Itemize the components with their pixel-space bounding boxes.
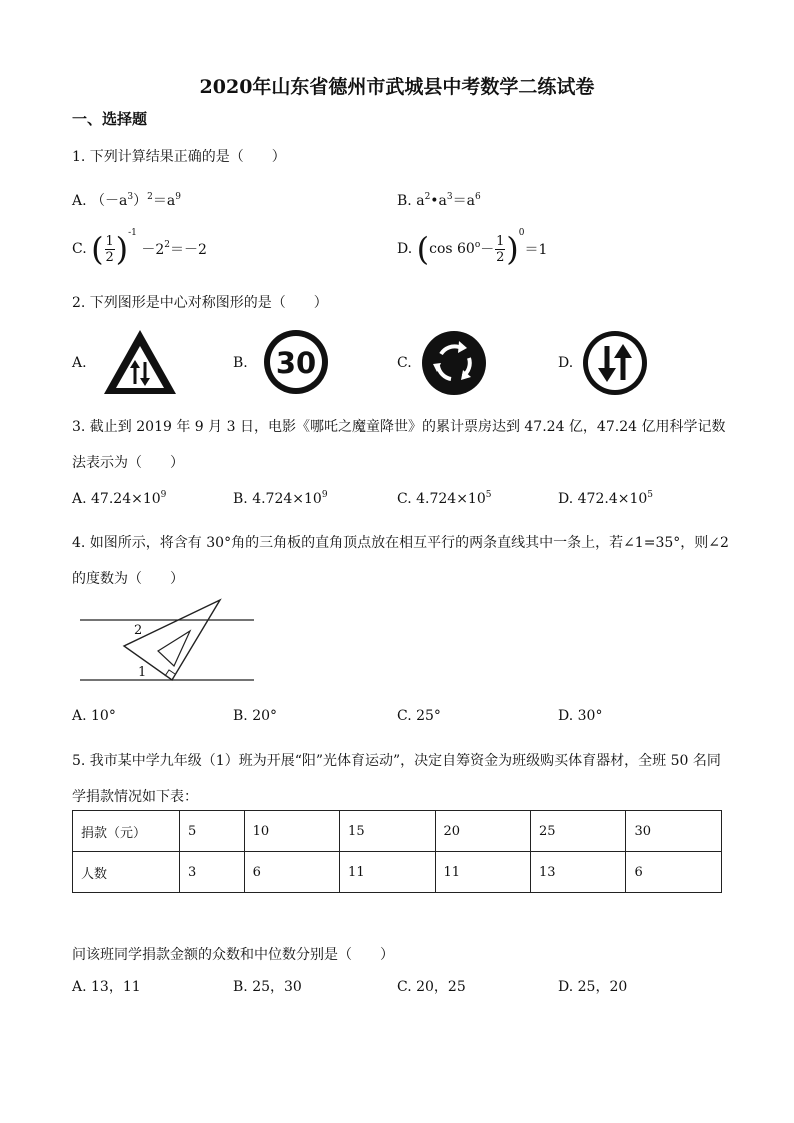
- q1-stem: 1. 下列计算结果正确的是（ ）: [72, 149, 286, 165]
- q5-option-b: B. 25，30: [233, 979, 302, 995]
- q3-option-a: A. $47.24\times 10^9$: [72, 490, 167, 507]
- table-cell: 30: [626, 811, 722, 852]
- svg-text:30: 30: [275, 346, 317, 380]
- q5-stem-line1: 5. 我市某中学九年级（1）班为开展“阳”光体育运动”，决定自筹资金为班级购买体育器材，全班 50 名同: [72, 753, 721, 769]
- q5-stem-line2: 学捐款情况如下表：: [72, 789, 198, 805]
- q2-option-a-label: A.: [72, 355, 87, 371]
- table-cell: 6: [626, 852, 722, 893]
- table-cell: 3: [180, 852, 245, 893]
- table-cell: 15: [340, 811, 435, 852]
- table-cell: 5: [180, 811, 245, 852]
- q1-option-c: C. ( $\frac{1}{2}$ )$^{-1} -2^2=-2$: [72, 228, 207, 268]
- table-cell: 13: [530, 852, 625, 893]
- q3-option-b: B. $4.724\times 10^9$: [233, 490, 328, 507]
- section-heading: 一、选择题: [72, 110, 148, 128]
- q1-option-b: B. $a^2•a^3=a^6$: [397, 192, 481, 209]
- table-cell: 11: [435, 852, 530, 893]
- q2-stem: 2. 下列图形是中心对称图形的是（ ）: [72, 295, 328, 311]
- q3-stem-line2: 法表示为（ ）: [72, 455, 184, 471]
- q2-option-d-label: D.: [558, 355, 574, 371]
- q4-option-c: C. 25°: [397, 708, 441, 724]
- table-cell: 6: [244, 852, 339, 893]
- q5-question: 问该班同学捐款金额的众数和中位数分别是（ ）: [72, 947, 394, 963]
- roundabout-sign-icon: [421, 330, 487, 396]
- angle-2-label: 2: [134, 623, 143, 638]
- q1-option-d: D. (cos $60^o-$ $\frac{1}{2}$ )$^0$＝1: [397, 228, 548, 268]
- q2-option-b-label: B.: [233, 355, 248, 371]
- table-cell: 25: [530, 811, 625, 852]
- q4-option-a: A. 10°: [72, 708, 116, 724]
- q3-stem-line1: 3. 截止到 2019 年 9 月 3 日，电影《哪吒之魔童降世》的累计票房达到 47.24 亿，47.24 亿用科学记数: [72, 419, 726, 435]
- table-row: [73, 811, 722, 852]
- q4-stem-line2: 的度数为（ ）: [72, 571, 184, 587]
- table-cell: 10: [244, 811, 339, 852]
- q4-option-b: B. 20°: [233, 708, 278, 724]
- q4-stem-line1: 4. 如图所示，将含有 30°角的三角板的直角顶点放在相互平行的两条直线其中一条上，若∠1=35°，则∠2: [72, 535, 729, 551]
- table-cell: 捐款（元）: [73, 811, 180, 852]
- q2-option-c-label: C.: [397, 355, 412, 371]
- table-cell: 20: [435, 811, 530, 852]
- table-cell: 人数: [73, 852, 180, 893]
- warning-triangle-icon: [100, 326, 180, 398]
- two-way-traffic-sign-icon: [582, 330, 648, 396]
- q4-option-d: D. 30°: [558, 708, 603, 724]
- set-square-inner: [158, 631, 190, 666]
- q1-option-a: A. $(-a^3)^2=a^9$: [72, 192, 181, 209]
- parallel-lines-triangle-figure: [78, 596, 258, 686]
- q3-option-d: D. $472.4\times 10^5$: [558, 490, 653, 507]
- q5-option-c: C. 20，25: [397, 979, 466, 995]
- page-title: 2020年山东省德州市武城县中考数学二练试卷: [199, 76, 595, 98]
- speed-limit-sign-icon: [262, 328, 330, 396]
- table-row: [73, 852, 722, 893]
- angle-1-label: 1: [138, 665, 147, 680]
- q5-option-d: D. 25，20: [558, 979, 628, 995]
- q3-option-c: C. $4.724\times 10^5$: [397, 490, 492, 507]
- q5-option-a: A. 13，11: [72, 979, 141, 995]
- table-cell: 11: [340, 852, 435, 893]
- donation-table: [72, 810, 722, 893]
